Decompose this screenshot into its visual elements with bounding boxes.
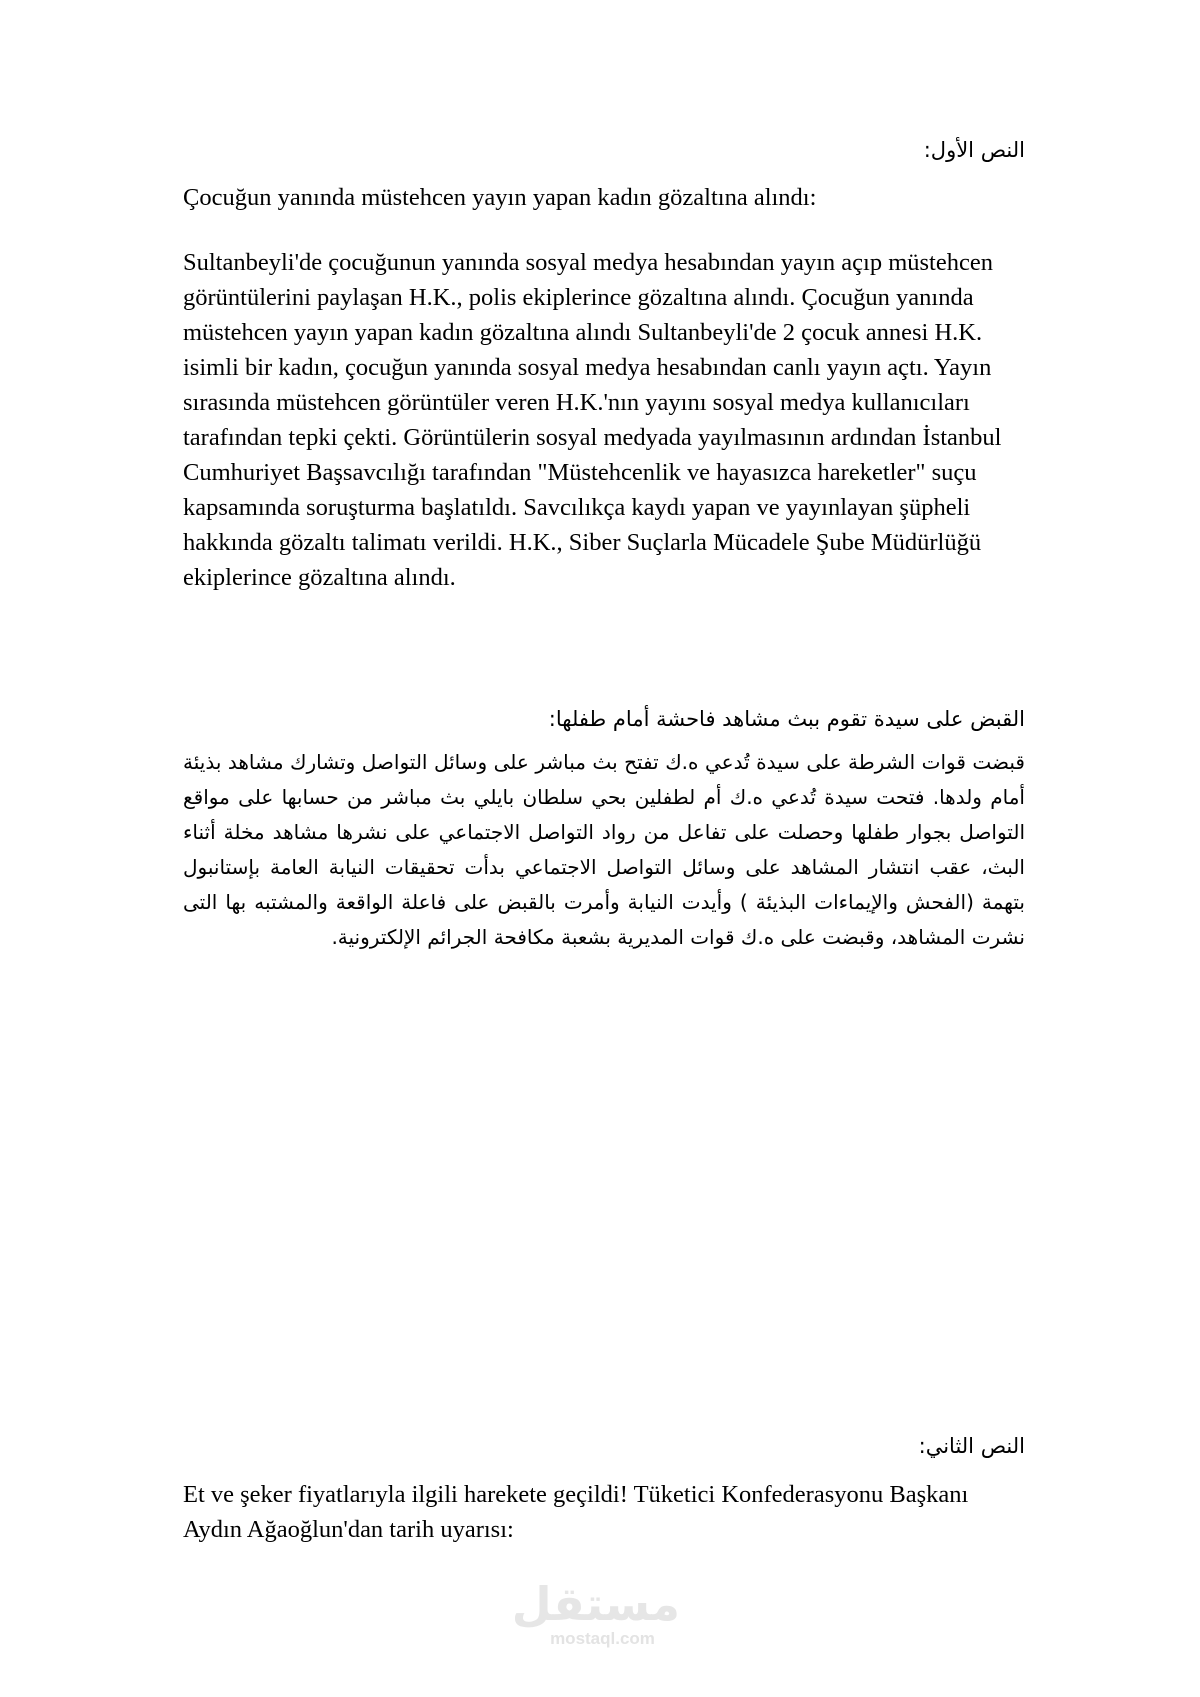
text2-turkish-title: Et ve şeker fiyatlarıyla ilgili harekete geçildi! Tüketici Konfederasyonu Başkanı Aydın Ağaoğlun'dan tarih uyarısı:: [183, 1481, 969, 1543]
text1-arabic-body: قبضت قوات الشرطة على سيدة تُدعي ه.ك تفتح بث مباشر على وسائل التواصل وتشارك مشاهد بذيئة أمام ولدها. فتحت سيدة تُدعي ه.ك أم لطفلين بحي سلطان بايلي بث مباشر من حسابها على مواقع التواصل بجوار طفلها وحصلت على تفاعل من رواد التواصل الاجتماعي على نشرها مشاهد مخلة أثناء البث، عقب انتشار المشاهد على وسائل التواصل الاجتماعي بدأت تحقيقات النيابة العامة بإستانبول بتهمة (الفحش والإيماءات البذيئة ) وأيدت النيابة وأمرت بالقبض على فاعلة الواقعة والمشتبه بها التى نشرت المشاهد، وقبضت على ه.ك قوات المديرية بشعبة مكافحة الجرائم الإلكترونية.: [183, 750, 1025, 949]
text2-label: النص الثاني:: [918, 1434, 1025, 1458]
mostaql-watermark: [511, 1577, 680, 1648]
watermark-logo: مستقل: [511, 1577, 680, 1631]
text1-turkish-body: Sultanbeyli'de çocuğunun yanında sosyal medya hesabından yayın açıp müstehcen görüntülerini paylaşan H.K., polis ekiplerince gözaltına alındı. Çocuğun yanında müstehcen yayın yapan kadın gözaltına alındı Sultanbeyli'de 2 çocuk annesi H.K. isimli bir kadın, çocuğun yanında sosyal medya hesabından canlı yayın açtı. Yayın sırasında müstehcen görüntüler veren H.K.'nın yayını sosyal medya kullanıcıları tarafından tepki çekti. Görüntülerin sosyal medyada yayılmasının ardından İstanbul Cumhuriyet Başsavcılığı tarafından "Müstehcenlik ve hayasızca hareketler" suçu kapsamında soruşturma başlatıldı. Savcılıkça kaydı yapan ve yayınlayan şüpheli hakkında gözaltı talimatı verildi. H.K., Siber Suçlarla Mücadele Şube Müdürlüğü ekiplerince gözaltına alındı.: [183, 249, 1002, 591]
watermark-domain: mostaql.com: [550, 1629, 655, 1648]
text1-arabic-title: القبض على سيدة تقوم ببث مشاهد فاحشة أمام طفلها:: [548, 707, 1025, 731]
text1-turkish-title: Çocuğun yanında müstehcen yayın yapan kadın gözaltına alındı:: [183, 184, 817, 211]
text1-label: النص الأول:: [923, 138, 1025, 162]
